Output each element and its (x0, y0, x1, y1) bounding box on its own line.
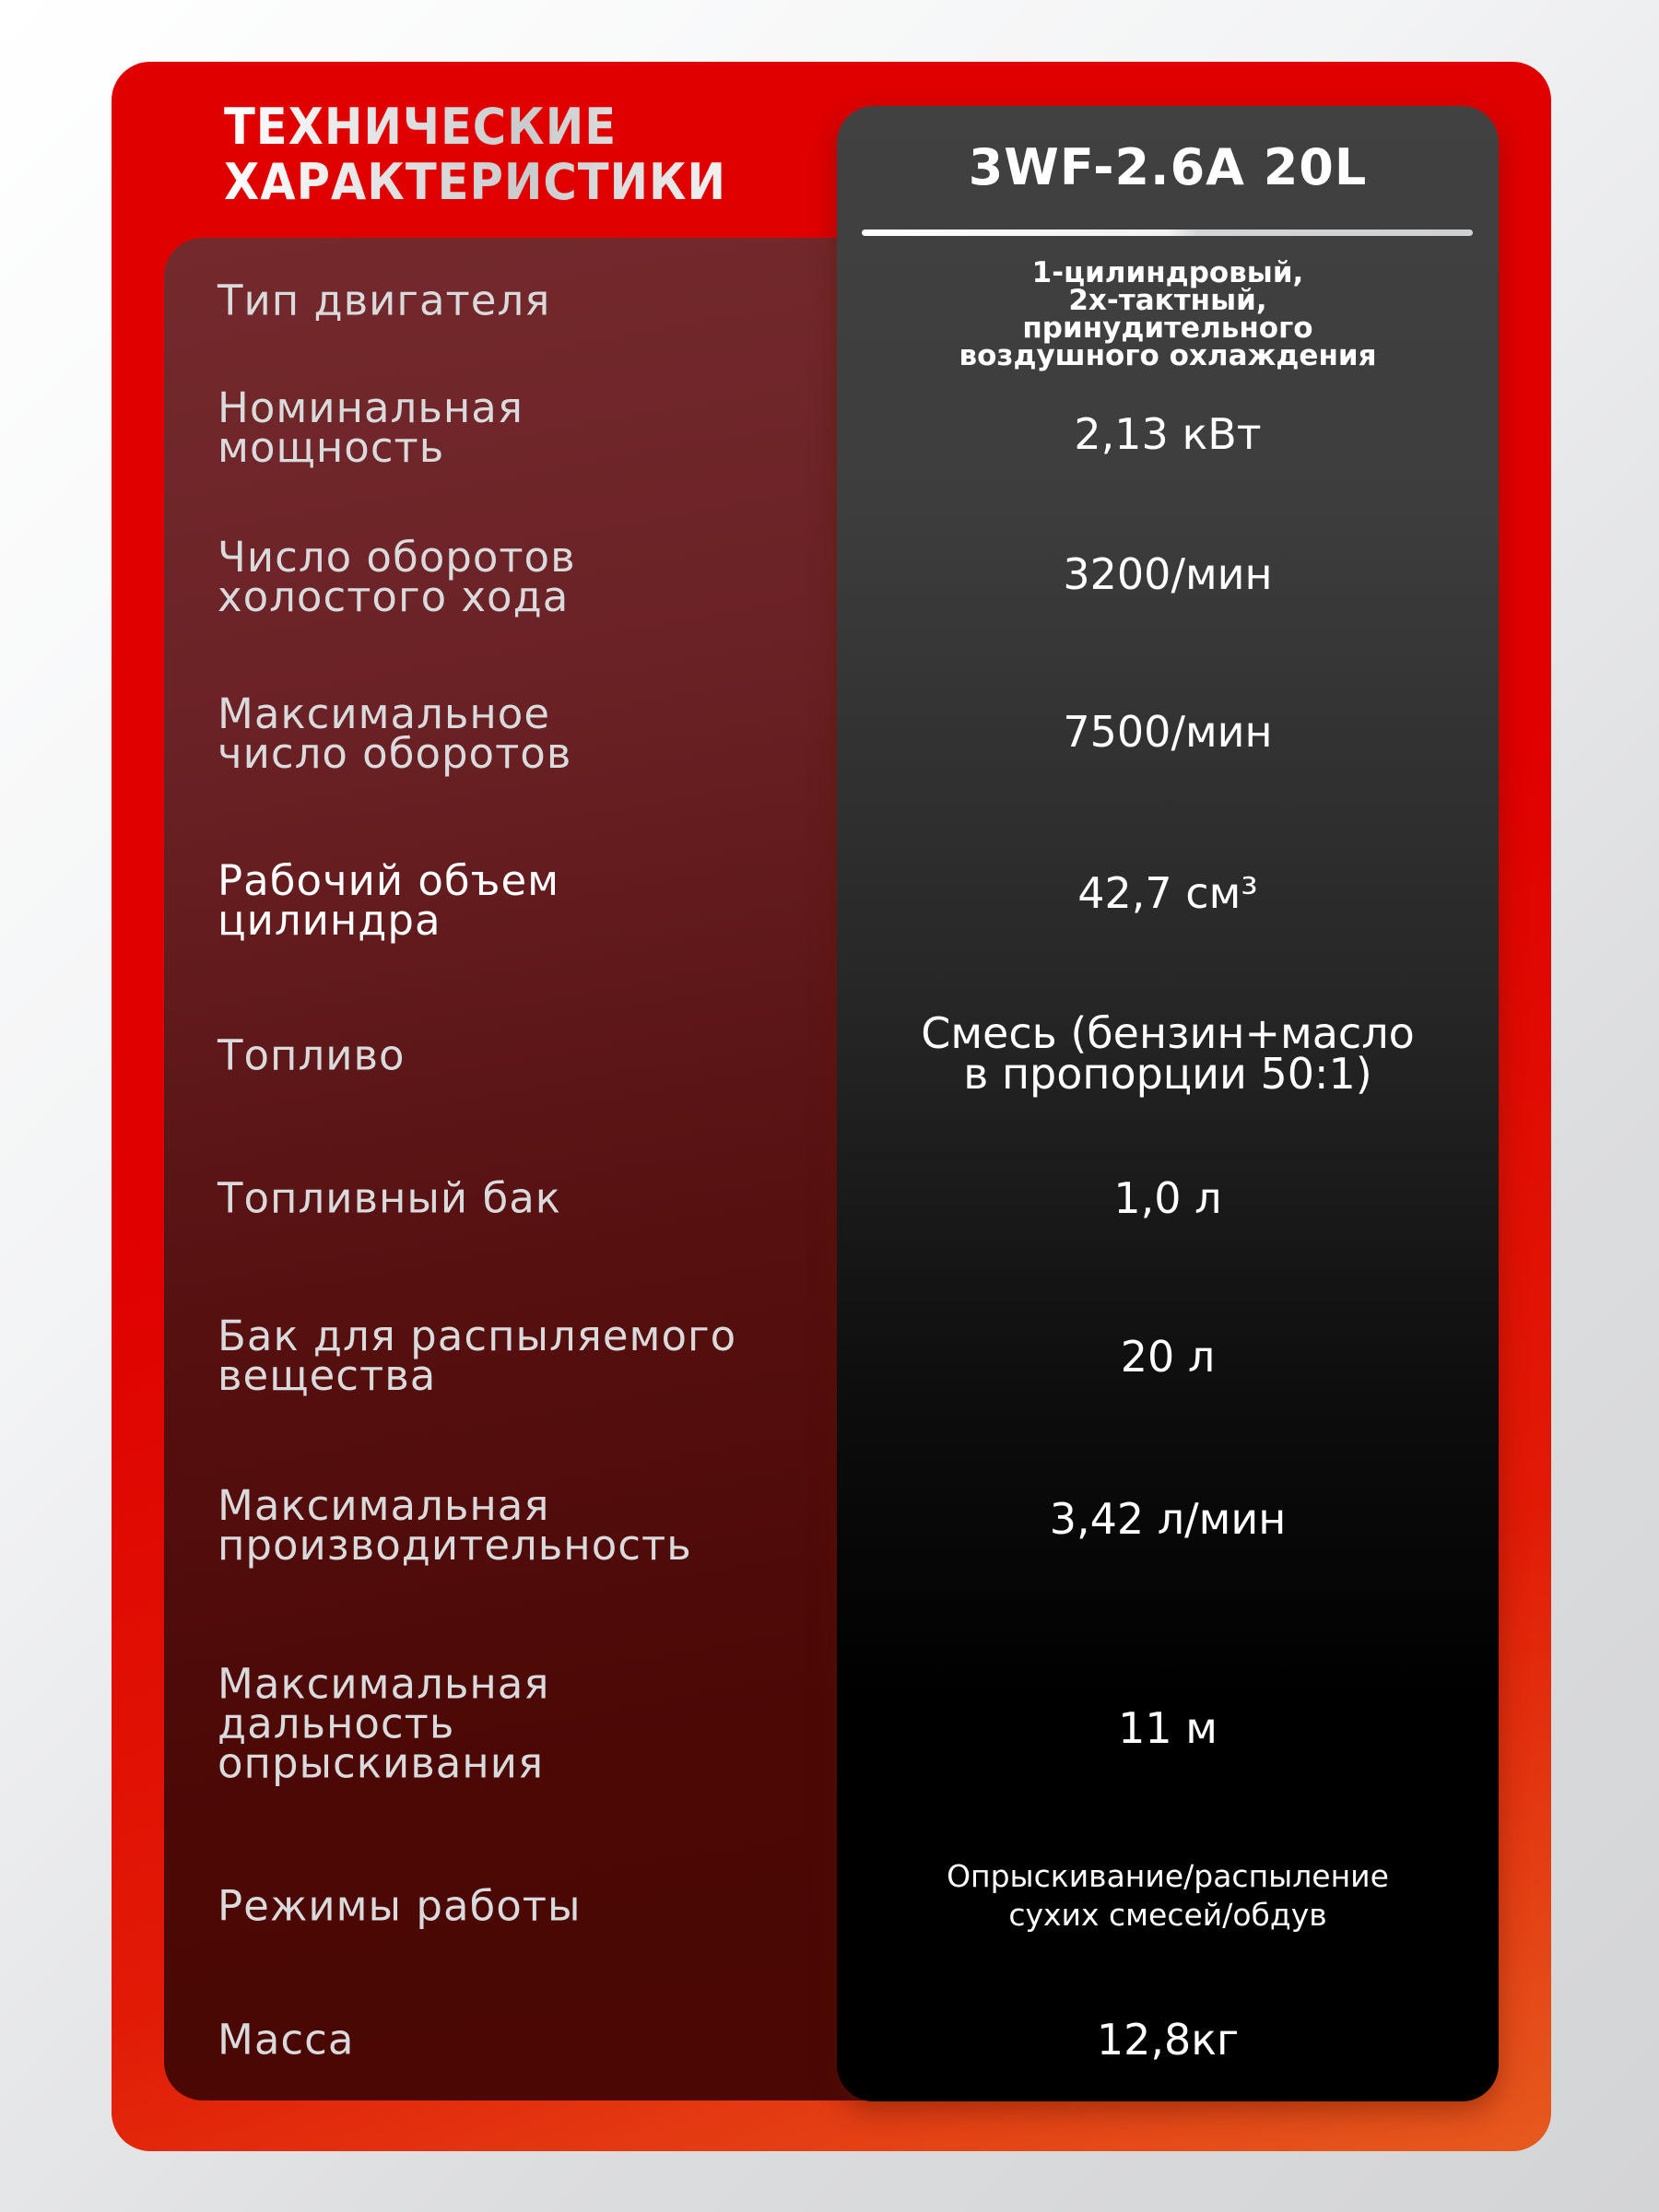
label-line: Номинальная (218, 383, 524, 432)
spec-value-modes (837, 1857, 1499, 1935)
spec-value-weight (837, 2015, 1499, 2065)
spec-label-max-rpm (218, 689, 863, 778)
value-line: сухих смесей/обдув (1008, 1897, 1327, 1933)
labels-panel (164, 238, 883, 2100)
value-line: 1-цилиндровый, (1031, 256, 1304, 289)
value-line: 12,8кг (1096, 2015, 1240, 2065)
spec-value-max-throughput (837, 1494, 1499, 1544)
spec-value-max-range (837, 1703, 1499, 1753)
title-line-1: ТЕХНИЧЕСКИЕ (224, 98, 618, 156)
label-line: дальность (218, 1699, 455, 1748)
value-line: Смесь (бензин+масло (921, 1008, 1415, 1058)
spec-value-rated-power (837, 409, 1499, 459)
value-line: 11 м (1118, 1703, 1218, 1753)
value-line: 2,13 кВт (1074, 409, 1262, 459)
spec-label-engine-type (218, 276, 863, 325)
header-divider (862, 229, 1473, 236)
spec-label-fuel (218, 1030, 863, 1080)
label-line: опрыскивания (218, 1738, 545, 1788)
spec-value-fuel (837, 1008, 1499, 1099)
spec-label-idle-rpm (218, 533, 863, 621)
value-line: принудительного (1022, 312, 1313, 345)
value-line: 3,42 л/мин (1049, 1494, 1287, 1544)
value-line: 3200/мин (1063, 549, 1273, 599)
spec-label-fuel-tank (218, 1173, 863, 1223)
label-line: Режимы работы (218, 1881, 582, 1931)
label-line: цилиндра (218, 896, 441, 945)
spec-value-spray-tank (837, 1332, 1499, 1382)
spec-label-max-range (218, 1659, 863, 1788)
label-line: Максимальная (218, 1481, 550, 1530)
title-line-2: ХАРАКТЕРИСТИКИ (224, 153, 727, 211)
spec-label-displacement (218, 856, 863, 945)
spec-label-modes (218, 1881, 863, 1931)
spec-label-rated-power (218, 383, 863, 472)
value-line: 20 л (1120, 1332, 1216, 1382)
label-line: мощность (218, 423, 445, 472)
spec-value-max-rpm (837, 707, 1499, 757)
value-line: 2х-тактный, (1068, 284, 1267, 317)
values-panel (837, 106, 1499, 2101)
value-line: 42,7 см³ (1077, 868, 1258, 918)
spec-value-engine-type (837, 256, 1499, 372)
value-line: Опрыскивание/распыление (947, 1858, 1389, 1894)
label-line: холостого хода (218, 572, 570, 621)
value-line: 1,0 л (1113, 1173, 1222, 1223)
spec-value-idle-rpm (837, 549, 1499, 599)
label-line: Максимальное (218, 689, 551, 738)
model-name: 3WF-2.6A 20L (968, 138, 1368, 196)
label-line: Топливо (218, 1030, 406, 1080)
label-line: Максимальная (218, 1659, 550, 1709)
label-line: Тип двигателя (218, 276, 551, 325)
value-line: в пропорции 50:1) (963, 1049, 1372, 1099)
page-title (224, 100, 726, 210)
spec-value-fuel-tank (837, 1173, 1499, 1223)
value-line: 7500/мин (1063, 707, 1273, 757)
spec-label-spray-tank (218, 1312, 863, 1400)
label-line: вещества (218, 1351, 437, 1400)
spec-label-weight (218, 2015, 863, 2065)
label-line: Число оборотов (218, 533, 576, 582)
label-line: Бак для распыляемого (218, 1312, 737, 1360)
label-line: число оборотов (218, 729, 572, 778)
label-line: Топливный бак (218, 1173, 561, 1223)
spec-value-displacement (837, 868, 1499, 918)
label-line: Рабочий объем (218, 856, 560, 905)
spec-label-max-throughput (218, 1481, 863, 1570)
value-line: воздушного охлаждения (959, 339, 1377, 372)
label-line: Масса (218, 2015, 355, 2065)
label-line: производительность (218, 1521, 692, 1570)
